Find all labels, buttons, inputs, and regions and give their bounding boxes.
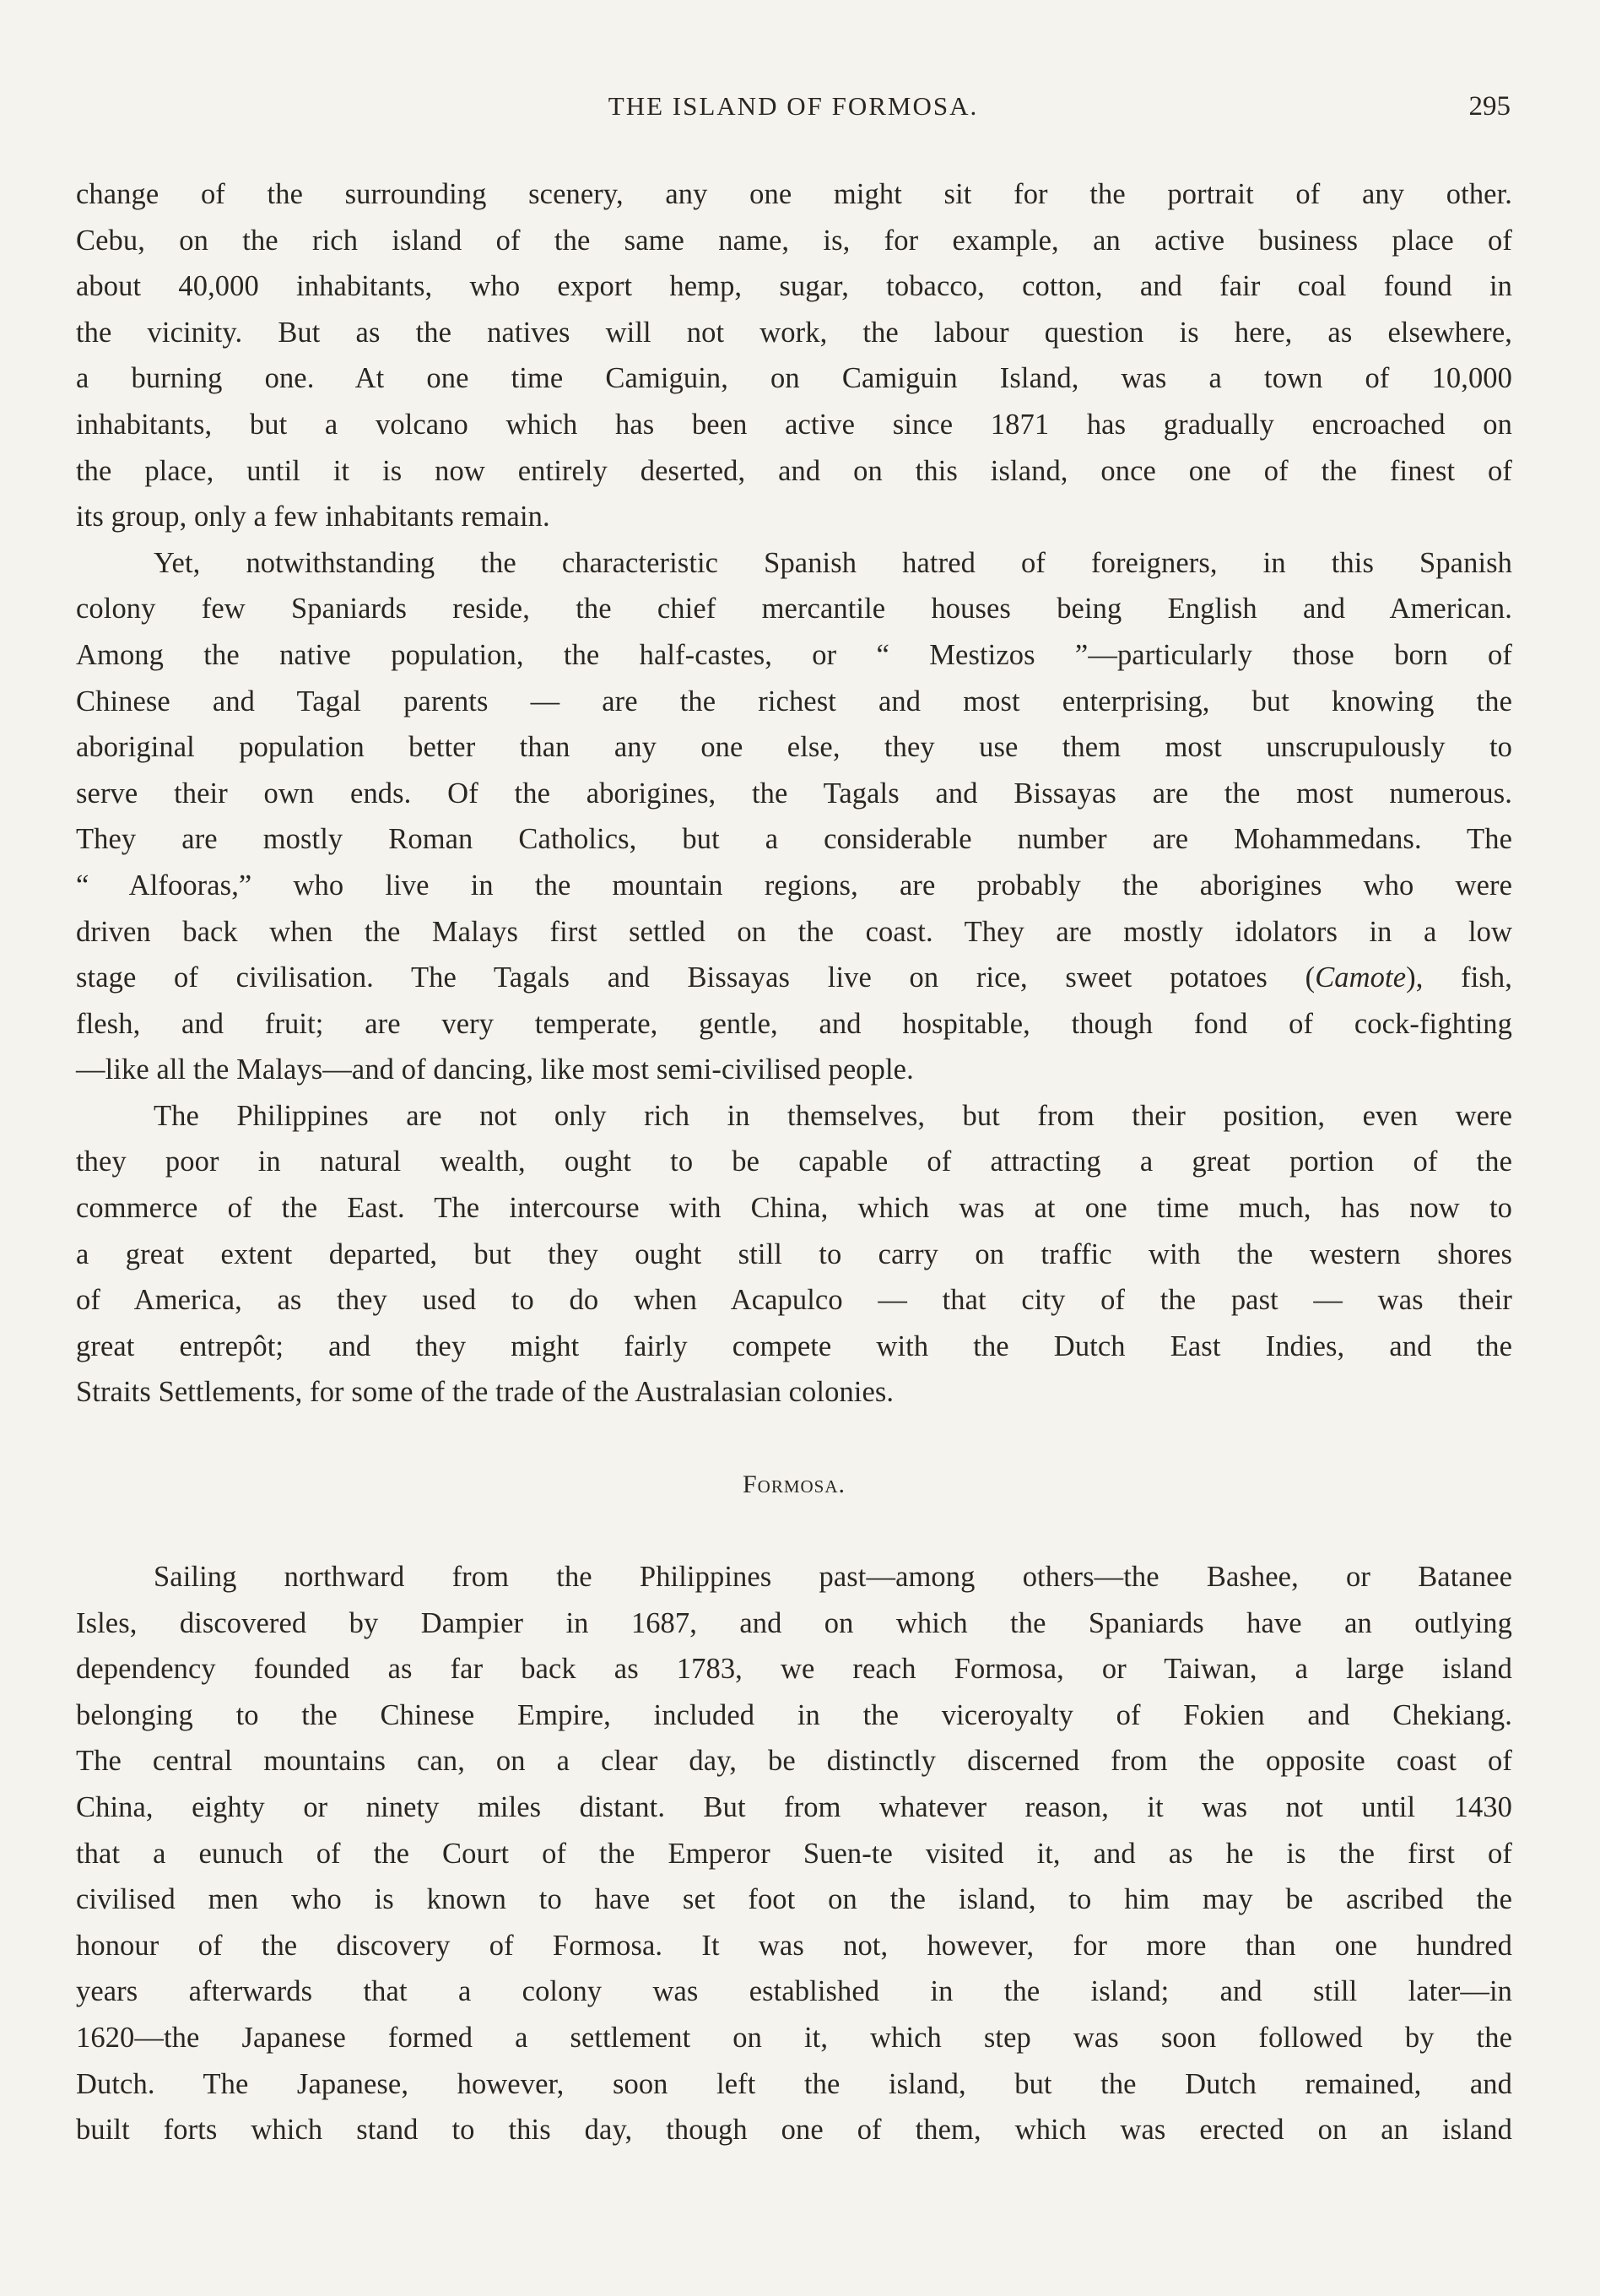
text-line: flesh, and fruit; are very temperate, gentle, and hospitable, though fond of cock-fighting (76, 1007, 1512, 1040)
text-line: serve their own ends. Of the aborigines, the Tagals and Bissayas are the most numerous. (76, 777, 1512, 810)
paragraph-population (76, 540, 1512, 1093)
text-line: Dutch. The Japanese, however, soon left the island, but the Dutch remained, and (76, 2067, 1512, 2100)
text-line: belonging to the Chinese Empire, included in the viceroyalty of Fokien and Chekiang. (76, 1698, 1512, 1731)
text-line: Yet, notwithstanding the characteristic Spanish hatred of foreigners, in this Spanish (154, 546, 1512, 579)
running-title: THE ISLAND OF FORMOSA. (608, 91, 979, 121)
text-line: The central mountains can, on a clear day, be distinctly discerned from the opposite coast of (76, 1745, 1512, 1778)
text-line: the place, until it is now entirely deserted, and on this island, once one of the finest of (76, 454, 1512, 487)
text-line: Isles, discovered by Dampier in 1687, and on which the Spaniards have an outlying (76, 1606, 1512, 1639)
text-line: great entrepôt; and they might fairly compete with the Dutch East Indies, and the (76, 1329, 1512, 1362)
text-line: a great extent departed, but they ought still to carry on traffic with the western shores (76, 1237, 1512, 1270)
text-line: of America, as they used to do when Acapulco — that city of the past — was their (76, 1284, 1512, 1317)
text-line: driven back when the Malays first settled on the coast. They are mostly idolators in a low (76, 915, 1512, 948)
text-line: that a eunuch of the Court of the Emperor Suen-te visited it, and as he is the first of (76, 1837, 1512, 1870)
text-line: about 40,000 inhabitants, who export hemp, sugar, tobacco, cotton, and fair coal found in (76, 270, 1512, 303)
text-line: colony few Spaniards reside, the chief mercantile houses being English and American. (76, 593, 1512, 625)
text-line: years afterwards that a colony was established in the island; and still later—in (76, 1975, 1512, 2008)
text-line: They are mostly Roman Catholics, but a considerable number are Mohammedans. The (76, 823, 1512, 856)
text-line: its group, only a few inhabitants remain. (76, 501, 550, 533)
section-heading (76, 1416, 1512, 1554)
text-line: Sailing northward from the Philippines past—among others—the Bashee, or Batanee (154, 1561, 1512, 1594)
text-line: China, eighty or ninety miles distant. But from whatever reason, it was not until 1430 (76, 1791, 1512, 1823)
text-segment: stage of civilisation. The Tagals and Bissayas live on rice, sweet potatoes (76, 961, 1268, 994)
body-text (76, 171, 1512, 2153)
text-line: they poor in natural wealth, ought to be capable of attracting a great portion of the (76, 1145, 1512, 1178)
text-line: Cebu, on the rich island of the same name, is, for example, an active business place of (76, 224, 1512, 257)
running-header (76, 91, 1511, 125)
text-segment: ( (1305, 961, 1316, 994)
text-line: The Philippines are not only rich in themselves, but from their position, even were (154, 1099, 1512, 1132)
section-heading-text: Formosa. (742, 1470, 846, 1499)
text-line: inhabitants, but a volcano which has been active since 1871 has gradually encroached on (76, 408, 1512, 441)
text-line: change of the surrounding scenery, any one might sit for the portrait of any other. (76, 178, 1512, 210)
text-line: built forts which stand to this day, though one of them, which was erected on an island (76, 2114, 1512, 2147)
text-line: aboriginal population better than any one else, they use them most unscrupulously to (76, 731, 1512, 764)
text-line: —like all the Malays—and of dancing, like most semi-civilised people. (76, 1053, 914, 1086)
text-segment: ), fish, (1406, 961, 1512, 994)
text-line: Chinese and Tagal parents — are the richest and most enterprising, but knowing the (76, 685, 1512, 718)
text-line: a burning one. At one time Camiguin, on Camiguin Island, was a town of 10,000 (76, 362, 1512, 395)
text-line-camote (76, 955, 1512, 1001)
paragraph-commerce (76, 1093, 1512, 1416)
text-line: 1620—the Japanese formed a settlement on it, which step was soon followed by the (76, 2021, 1512, 2054)
text-line: honour of the discovery of Formosa. It was not, however, for more than one hundred (76, 1929, 1512, 1962)
text-line: the vicinity. But as the natives will not work, the labour question is here, as elsewhere, (76, 316, 1512, 349)
paragraph-cebu-camiguin (76, 171, 1512, 540)
text-line: dependency founded as far back as 1783, we reach Formosa, or Taiwan, a large island (76, 1653, 1512, 1686)
italic-term: Camote (1315, 961, 1407, 994)
text-line: Straits Settlements, for some of the trade of the Australasian colonies. (76, 1376, 895, 1409)
page-number: 295 (1468, 91, 1511, 122)
text-line: civilised men who is known to have set foot on the island, to him may be ascribed the (76, 1883, 1512, 1916)
text-line: commerce of the East. The intercourse with China, which was at one time much, has now to (76, 1192, 1512, 1225)
text-line: “ Alfooras,” who live in the mountain regions, are probably the aborigines who were (76, 869, 1512, 902)
text-line: Among the native population, the half-castes, or “ Mestizos ”—particularly those born of (76, 638, 1512, 671)
paragraph-formosa (76, 1554, 1512, 2153)
